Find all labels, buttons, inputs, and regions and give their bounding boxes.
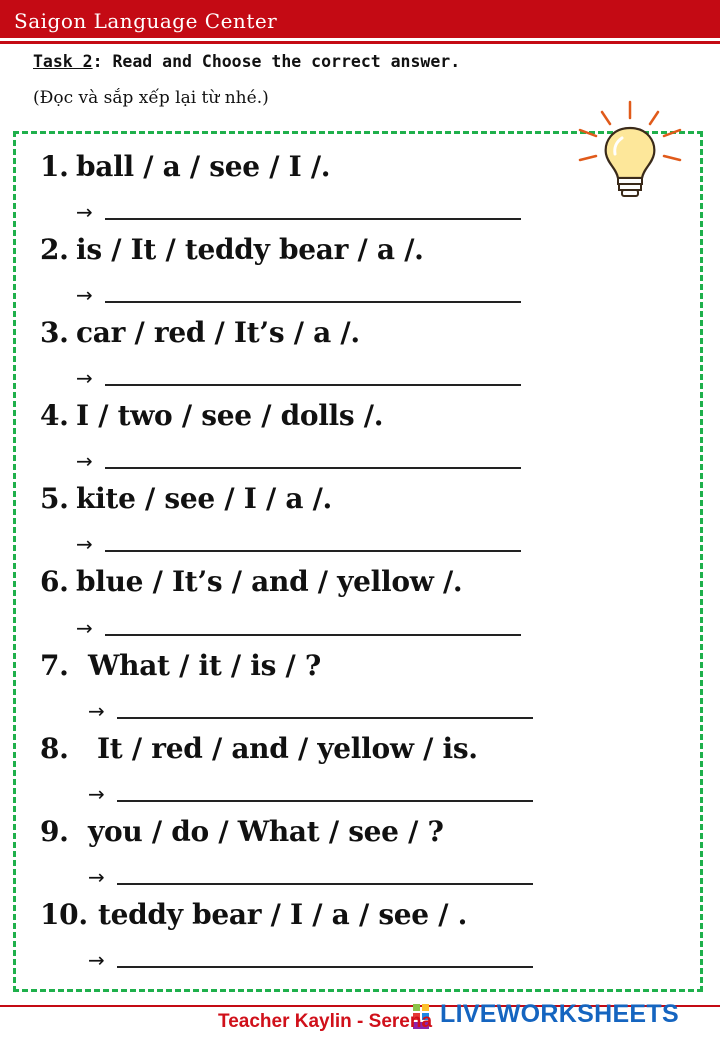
question-number: 1. <box>40 150 69 183</box>
answer-row-4 <box>76 445 526 475</box>
arrow-icon: → <box>88 865 105 889</box>
answer-line[interactable] <box>105 301 521 303</box>
header-bar <box>0 0 720 38</box>
question-text: you / do / What / see / ? <box>88 815 444 848</box>
answer-row-2 <box>76 279 526 309</box>
question-10 <box>40 898 467 931</box>
answer-line[interactable] <box>105 634 521 636</box>
answer-line[interactable] <box>105 218 521 220</box>
lightbulb-icon <box>574 98 686 206</box>
answer-row-6 <box>76 612 526 642</box>
answer-line[interactable] <box>117 883 533 885</box>
header-divider <box>0 41 720 44</box>
question-number: 5. <box>40 482 69 515</box>
question-9 <box>40 815 444 848</box>
answer-line[interactable] <box>117 717 533 719</box>
question-text: kite / see / I / a /. <box>76 482 333 515</box>
question-number: 8. <box>40 732 69 765</box>
answer-row-7 <box>88 695 538 725</box>
arrow-icon: → <box>76 283 93 307</box>
teacher-credit: Teacher Kaylin - Serena <box>218 1011 433 1032</box>
question-text: I / two / see / dolls /. <box>76 399 384 432</box>
answer-line[interactable] <box>117 800 533 802</box>
answer-row-10 <box>88 944 538 974</box>
question-number: 10. <box>40 898 88 931</box>
question-3 <box>40 316 360 349</box>
question-text: teddy bear / I / a / see / . <box>98 898 468 931</box>
arrow-icon: → <box>88 948 105 972</box>
question-text: car / red / It’s / a /. <box>76 316 360 349</box>
task-subtitle: (Đọc và sắp xếp lại từ nhé.) <box>33 88 269 108</box>
question-number: 3. <box>40 316 69 349</box>
question-4 <box>40 399 383 432</box>
question-1 <box>40 150 330 183</box>
arrow-icon: → <box>76 200 93 224</box>
task-title <box>33 52 460 71</box>
question-text: It / red / and / yellow / is. <box>97 732 478 765</box>
question-number: 9. <box>40 815 69 848</box>
answer-line[interactable] <box>105 467 521 469</box>
question-text: ball / a / see / I /. <box>76 150 331 183</box>
answer-row-5 <box>76 528 526 558</box>
question-5 <box>40 482 332 515</box>
question-text: is / It / teddy bear / a /. <box>76 233 424 266</box>
arrow-icon: → <box>76 616 93 640</box>
answer-line[interactable] <box>105 384 521 386</box>
answer-line[interactable] <box>117 966 533 968</box>
question-number: 7. <box>40 649 69 682</box>
task-label: Task 2 <box>33 52 93 71</box>
question-text: What / it / is / ? <box>88 649 322 682</box>
arrow-icon: → <box>88 782 105 806</box>
answer-row-9 <box>88 861 538 891</box>
question-number: 6. <box>40 565 69 598</box>
answer-row-8 <box>88 778 538 808</box>
logo-text: LIVEWORKSHEETS <box>440 1000 679 1028</box>
arrow-icon: → <box>76 532 93 556</box>
liveworksheets-logo[interactable] <box>412 1000 712 1032</box>
question-6 <box>40 565 462 598</box>
arrow-icon: → <box>88 699 105 723</box>
answer-line[interactable] <box>105 550 521 552</box>
center-name: Saigon Language Center <box>14 9 278 33</box>
question-text: blue / It’s / and / yellow /. <box>76 565 463 598</box>
question-number: 4. <box>40 399 69 432</box>
question-7 <box>40 649 321 682</box>
question-2 <box>40 233 424 266</box>
answer-row-3 <box>76 362 526 392</box>
task-instruction: : Read and Choose the correct answer. <box>92 52 461 71</box>
arrow-icon: → <box>76 449 93 473</box>
question-number: 2. <box>40 233 69 266</box>
question-8 <box>40 732 478 765</box>
arrow-icon: → <box>76 366 93 390</box>
answer-row-1 <box>76 196 526 226</box>
